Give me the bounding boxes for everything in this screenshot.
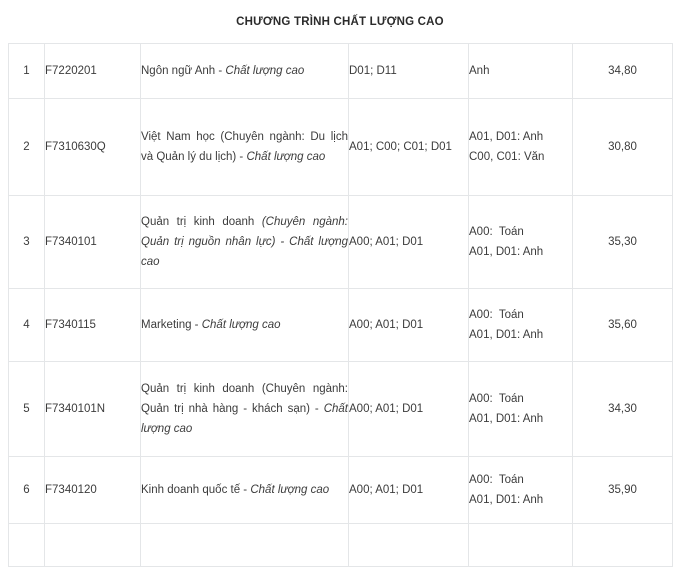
priority-subject-line: A00: Toán bbox=[469, 474, 524, 486]
priority-subjects bbox=[469, 196, 573, 289]
priority-subject-line: A00: Toán bbox=[469, 226, 524, 238]
priority-subjects bbox=[469, 99, 573, 196]
program-name bbox=[141, 196, 349, 289]
table-row bbox=[9, 99, 673, 196]
priority-subject-line: A00: Toán bbox=[469, 393, 524, 405]
table-row bbox=[9, 457, 673, 524]
priority-subjects bbox=[469, 457, 573, 524]
page-title: CHƯƠNG TRÌNH CHẤT LƯỢNG CAO bbox=[236, 16, 444, 28]
row-index: 2 bbox=[9, 99, 45, 196]
priority-subjects bbox=[469, 524, 573, 567]
program-name-plain: Việt Nam học (Chuyên ngành: Du lịch và Quản lý du lịch) - bbox=[141, 131, 348, 163]
benchmark-score: 34,30 bbox=[573, 362, 673, 457]
table-row bbox=[9, 44, 673, 99]
table-row-partial bbox=[9, 524, 673, 567]
priority-subjects bbox=[469, 289, 573, 362]
program-name bbox=[141, 457, 349, 524]
priority-subject-line: C00, C01: Văn bbox=[469, 151, 545, 163]
priority-subject-line: A01, D01: Anh bbox=[469, 413, 544, 425]
program-name-italic: Chất lượng cao bbox=[201, 319, 281, 331]
program-table-body bbox=[9, 44, 673, 567]
program-name-italic: (Chuyên ngành: Quản trị nguồn nhân lực) - Chất lượng cao bbox=[141, 216, 348, 268]
benchmark-score: 35,60 bbox=[573, 289, 673, 362]
priority-subject-line: A00: Toán bbox=[469, 309, 524, 321]
program-name-plain: Kinh doanh quốc tế - bbox=[141, 484, 251, 496]
program-name bbox=[141, 362, 349, 457]
priority-subject-line: Anh bbox=[469, 65, 490, 77]
program-code: F7340101 bbox=[45, 196, 141, 289]
priority-subject-line: A01, D01: Anh bbox=[469, 131, 544, 143]
benchmark-score: 34,80 bbox=[573, 44, 673, 99]
program-name-italic: Chất lượng cao bbox=[250, 484, 330, 496]
program-name-plain: Quản trị kinh doanh bbox=[141, 216, 262, 228]
subject-combinations: A00; A01; D01 bbox=[349, 289, 469, 362]
program-name bbox=[141, 99, 349, 196]
benchmark-score: 30,80 bbox=[573, 99, 673, 196]
benchmark-score: 35,90 bbox=[573, 457, 673, 524]
program-name bbox=[141, 289, 349, 362]
program-name-italic: Chất lượng cao bbox=[225, 65, 305, 77]
priority-subject-line: A01, D01: Anh bbox=[469, 246, 544, 258]
subject-combinations: D01; D11 bbox=[349, 44, 469, 99]
priority-subjects bbox=[469, 44, 573, 99]
row-index: 6 bbox=[9, 457, 45, 524]
subject-combinations: A01; C00; C01; D01 bbox=[349, 99, 469, 196]
program-name-italic: Chất lượng cao bbox=[141, 403, 348, 435]
row-index bbox=[9, 524, 45, 567]
program-name-plain: Ngôn ngữ Anh - bbox=[141, 65, 226, 77]
table-row bbox=[9, 362, 673, 457]
program-code bbox=[45, 524, 141, 567]
program-name bbox=[141, 524, 349, 567]
program-name-plain: Quản trị kinh doanh (Chuyên ngành: Quản trị nhà hàng - khách sạn) - bbox=[141, 383, 348, 415]
subject-combinations: A00; A01; D01 bbox=[349, 362, 469, 457]
program-name-plain: Marketing - bbox=[141, 319, 202, 331]
program-name bbox=[141, 44, 349, 99]
subject-combinations bbox=[349, 524, 469, 567]
benchmark-score: 35,30 bbox=[573, 196, 673, 289]
table-row bbox=[9, 196, 673, 289]
program-code: F7340120 bbox=[45, 457, 141, 524]
priority-subjects bbox=[469, 362, 573, 457]
row-index: 3 bbox=[9, 196, 45, 289]
program-code: F7340101N bbox=[45, 362, 141, 457]
subject-combinations: A00; A01; D01 bbox=[349, 457, 469, 524]
row-index: 4 bbox=[9, 289, 45, 362]
program-code: F7340115 bbox=[45, 289, 141, 362]
program-name-italic: Chất lượng cao bbox=[246, 151, 326, 163]
priority-subject-line: A01, D01: Anh bbox=[469, 494, 544, 506]
program-code: F7220201 bbox=[45, 44, 141, 99]
row-index: 1 bbox=[9, 44, 45, 99]
subject-combinations: A00; A01; D01 bbox=[349, 196, 469, 289]
benchmark-score bbox=[573, 524, 673, 567]
program-code: F7310630Q bbox=[45, 99, 141, 196]
row-index: 5 bbox=[9, 362, 45, 457]
program-table bbox=[8, 43, 673, 567]
table-container bbox=[0, 43, 680, 567]
table-row bbox=[9, 289, 673, 362]
priority-subject-line: A01, D01: Anh bbox=[469, 329, 544, 341]
